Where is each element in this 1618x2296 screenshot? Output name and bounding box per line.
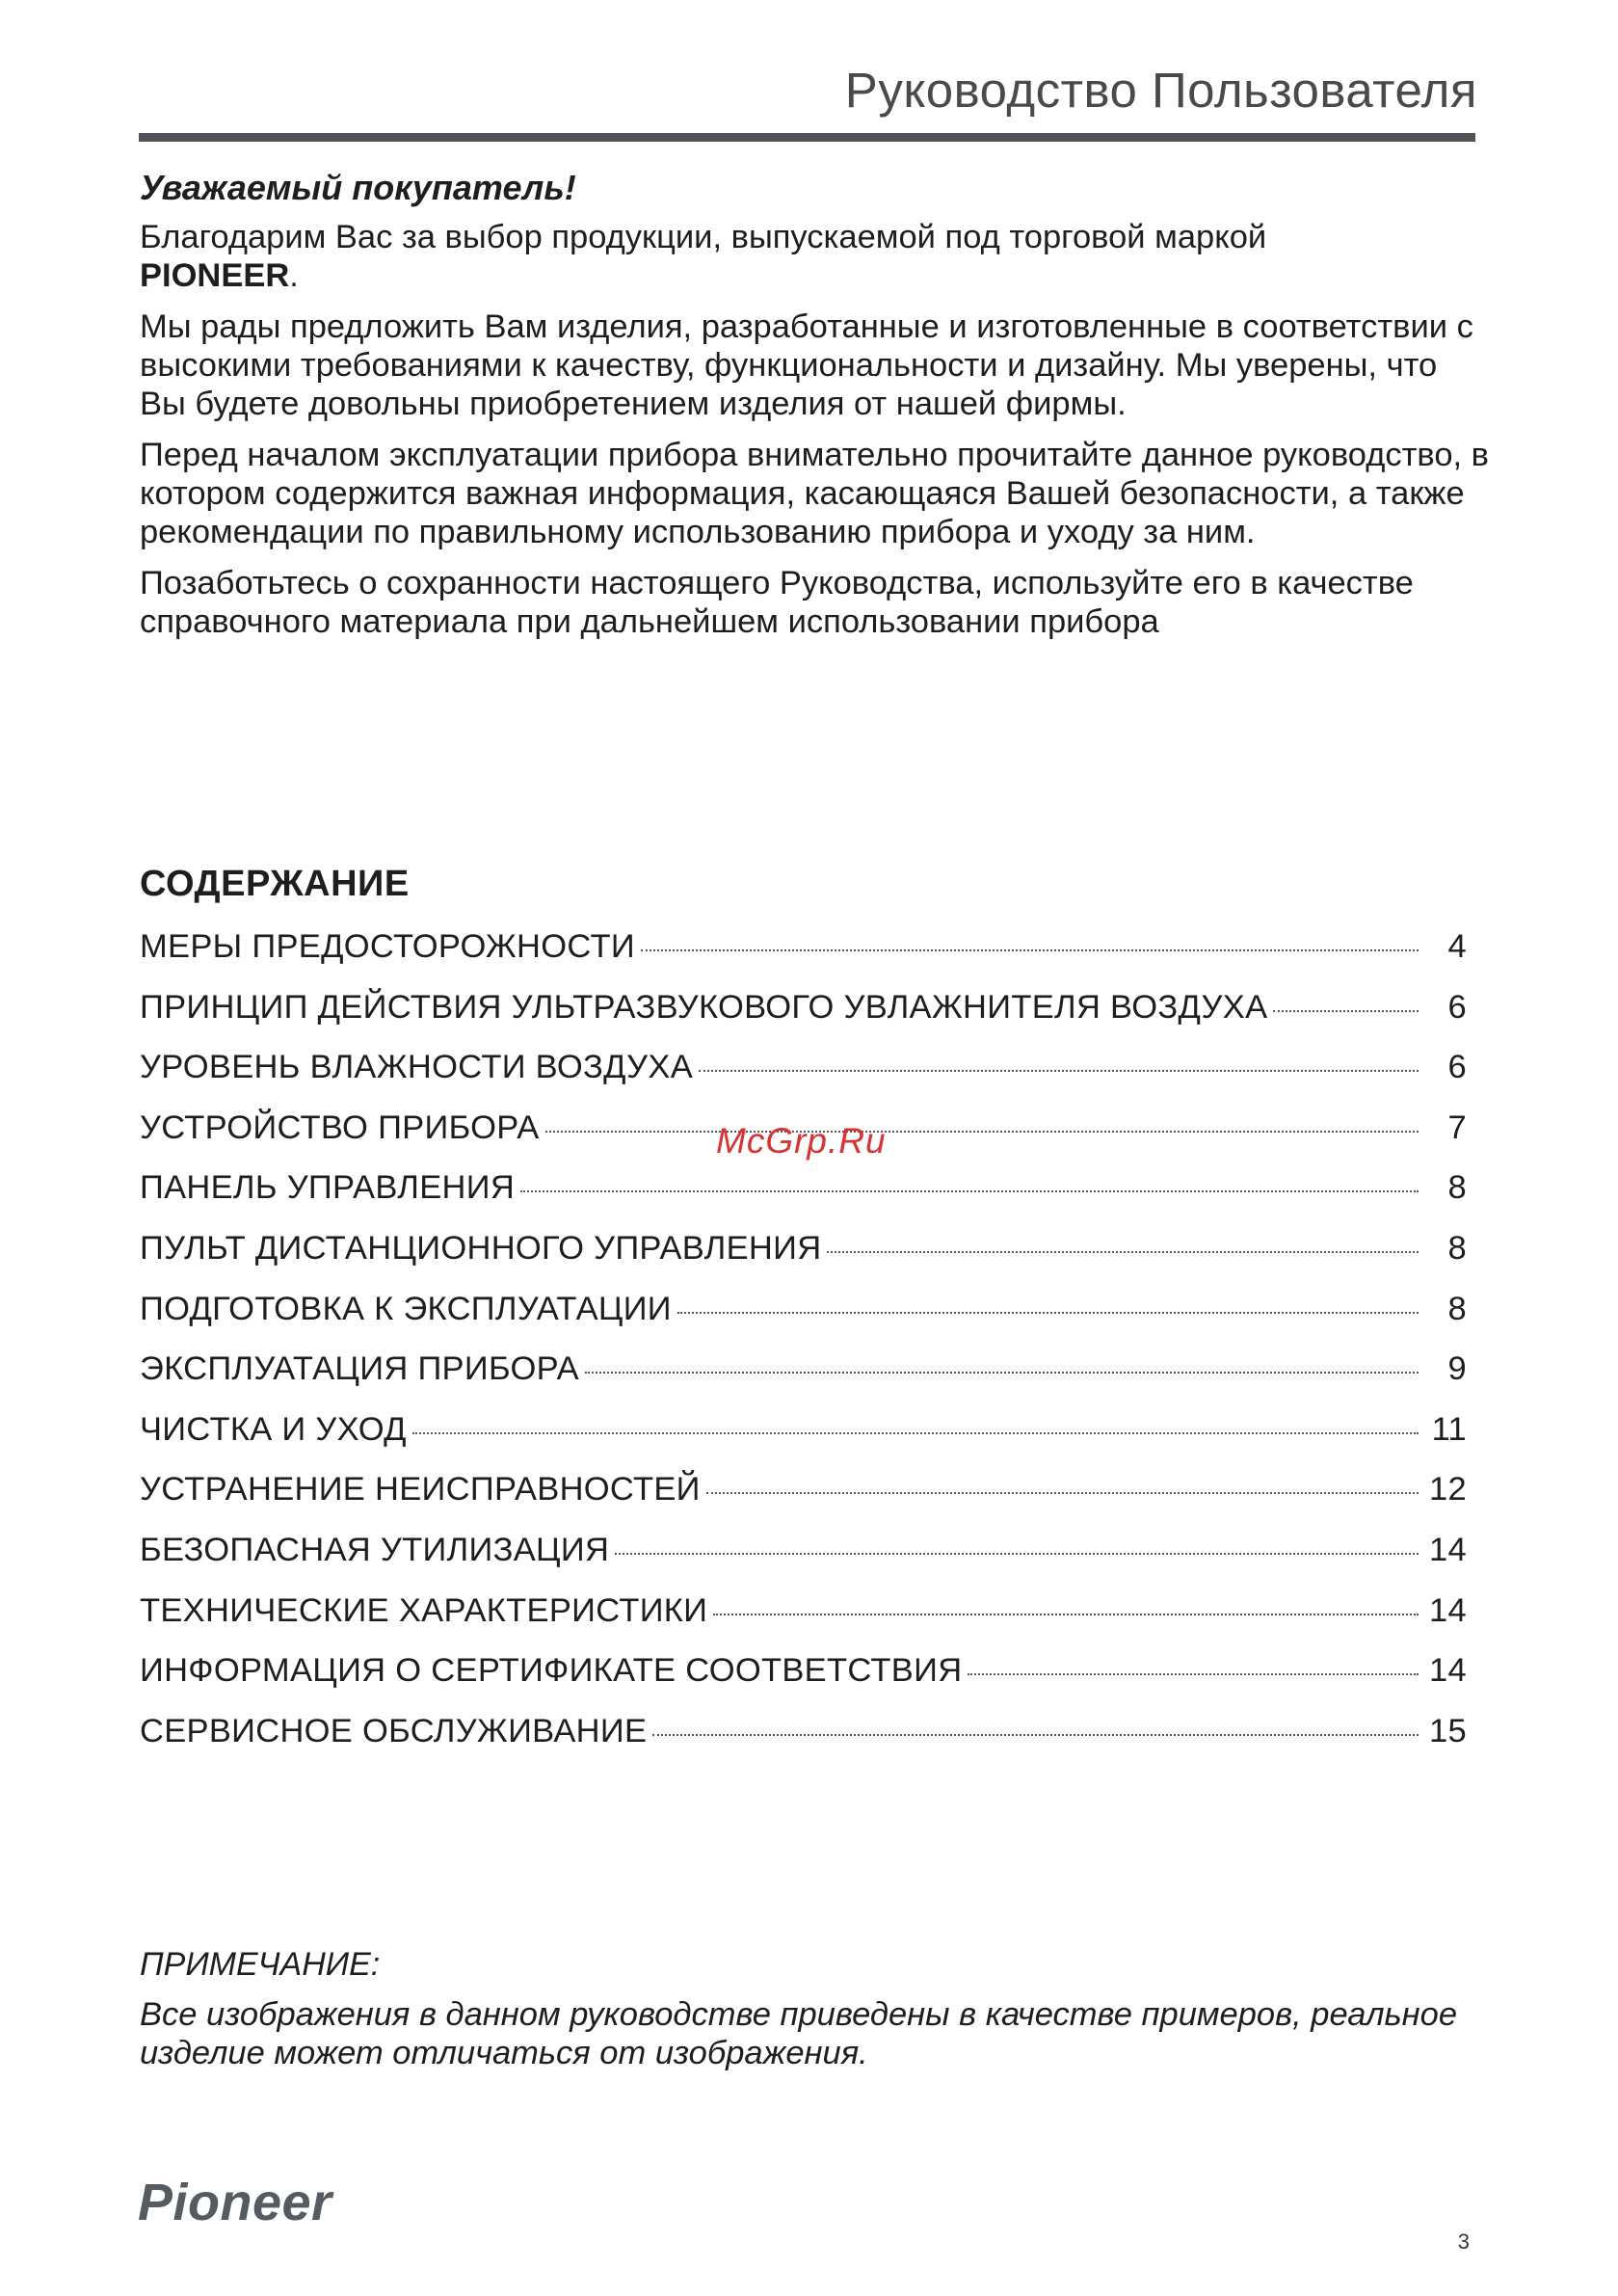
- toc-entry-label: ПОДГОТОВКА К ЭКСПЛУАТАЦИИ: [140, 1290, 672, 1327]
- toc-entry-label: ПАНЕЛЬ УПРАВЛЕНИЯ: [140, 1169, 516, 1207]
- toc-entry[interactable]: [140, 1230, 1467, 1291]
- toc-dot-leader: [827, 1251, 1419, 1253]
- intro-paragraph-1-text: Благодарим Вас за выбор продукции, выпускаемой под торговой маркой: [140, 219, 1267, 255]
- document-title: Руководство Пользователя: [844, 63, 1477, 118]
- toc-entry-label: БЕЗОПАСНАЯ УТИЛИЗАЦИЯ: [140, 1531, 610, 1568]
- greeting-heading: Уважаемый покупатель!: [140, 168, 576, 207]
- toc-entry-page: 14: [1429, 1591, 1467, 1629]
- toc-title: СОДЕРЖАНИЕ: [140, 864, 410, 904]
- toc-entry[interactable]: [140, 1291, 1467, 1351]
- toc-entry[interactable]: [140, 1532, 1467, 1592]
- pioneer-logo: Pioneer: [138, 2174, 332, 2231]
- toc-entry[interactable]: [140, 1169, 1467, 1230]
- toc-entry-page: 15: [1429, 1712, 1467, 1749]
- toc-entry-label: ЭКСПЛУАТАЦИЯ ПРИБОРА: [140, 1350, 579, 1388]
- toc-entry-label: СЕРВИСНОЕ ОБСЛУЖИВАНИЕ: [140, 1712, 648, 1749]
- watermark: McGrp.Ru: [716, 1121, 887, 1161]
- toc-entry[interactable]: [140, 928, 1467, 989]
- toc-dot-leader: [713, 1614, 1419, 1615]
- toc-entry-label: ТЕХНИЧЕСКИЕ ХАРАКТЕРИСТИКИ: [140, 1591, 708, 1629]
- toc-entry[interactable]: [140, 1350, 1467, 1411]
- toc-entry-page: 8: [1447, 1229, 1467, 1267]
- toc-entry-label: УСТРАНЕНИЕ НЕИСПРАВНОСТЕЙ: [140, 1471, 701, 1508]
- page-number: 3: [1457, 2229, 1470, 2254]
- toc-entry-label: УСТРОЙСТВО ПРИБОРА: [140, 1108, 540, 1146]
- toc-dot-leader: [412, 1432, 1419, 1434]
- toc-dot-leader: [545, 1131, 1419, 1133]
- toc-entry-page: 9: [1447, 1350, 1467, 1388]
- toc-dot-leader: [1273, 1010, 1419, 1012]
- toc-dot-leader: [968, 1673, 1419, 1675]
- toc-entry-label: ПУЛЬТ ДИСТАНЦИОННОГО УПРАВЛЕНИЯ: [140, 1229, 822, 1267]
- table-of-contents: [140, 928, 1467, 1773]
- toc-entry[interactable]: [140, 989, 1467, 1050]
- toc-entry[interactable]: [140, 1713, 1467, 1774]
- toc-entry-label: ЧИСТКА И УХОД: [140, 1410, 407, 1448]
- brand-name: PIONEER: [140, 257, 290, 294]
- toc-entry-page: 8: [1447, 1169, 1467, 1207]
- toc-dot-leader: [699, 1070, 1419, 1072]
- toc-entry-label: ПРИНЦИП ДЕЙСТВИЯ УЛЬТРАЗВУКОВОГО УВЛАЖНИТЕЛЯ ВОЗДУХА: [140, 988, 1268, 1026]
- toc-entry[interactable]: [140, 1471, 1467, 1532]
- toc-dot-leader: [641, 949, 1419, 951]
- intro-paragraph-1-end: .: [289, 257, 299, 294]
- toc-entry-page: 14: [1429, 1652, 1467, 1690]
- intro-paragraph-2: Мы рады предложить Вам изделия, разработанные и изготовленные в соответствии с высокими требованиями к качеству, функциональности и дизайну. Мы уверены, что Вы будете довольны приобретением изделия от нашей фирмы.: [140, 308, 1473, 422]
- toc-dot-leader: [520, 1190, 1419, 1192]
- intro-paragraph-3: Перед началом эксплуатации прибора внимательно прочитайте данное руководство, в котором содержится важная информация, касающаяся Вашей безопасности, а также рекомендации по правильному использованию прибора и уходу за ним.: [140, 437, 1490, 550]
- toc-entry-page: 12: [1429, 1471, 1467, 1508]
- toc-entry-page: 14: [1429, 1531, 1467, 1568]
- toc-entry[interactable]: [140, 1592, 1467, 1653]
- toc-entry-page: 6: [1447, 988, 1467, 1026]
- toc-entry-page: 11: [1431, 1410, 1467, 1448]
- toc-dot-leader: [585, 1372, 1419, 1374]
- toc-dot-leader: [706, 1492, 1419, 1494]
- intro-section: [140, 166, 1489, 654]
- toc-entry-label: ИНФОРМАЦИЯ О СЕРТИФИКАТЕ СООТВЕТСТВИЯ: [140, 1652, 963, 1690]
- toc-entry[interactable]: [140, 1049, 1467, 1109]
- toc-entry[interactable]: [140, 1411, 1467, 1472]
- header-divider: [139, 133, 1475, 142]
- note-text: Все изображения в данном руководстве приведены в качестве примеров, реальное изделие может отличаться от изображения.: [140, 1996, 1458, 2071]
- note-title: ПРИМЕЧАНИЕ:: [140, 1946, 381, 1983]
- note-section: [140, 1946, 1489, 2072]
- toc-dot-leader: [652, 1734, 1419, 1736]
- toc-dot-leader: [677, 1312, 1419, 1314]
- toc-entry-label: МЕРЫ ПРЕДОСТОРОЖНОСТИ: [140, 928, 635, 965]
- toc-entry-page: 6: [1447, 1049, 1467, 1086]
- toc-entry-label: УРОВЕНЬ ВЛАЖНОСТИ ВОЗДУХА: [140, 1049, 694, 1086]
- toc-entry-page: 7: [1447, 1108, 1467, 1146]
- toc-entry[interactable]: [140, 1652, 1467, 1713]
- intro-paragraph-1: [140, 218, 1489, 295]
- toc-dot-leader: [615, 1553, 1419, 1555]
- toc-entry-page: 8: [1447, 1290, 1467, 1327]
- toc-entry-page: 4: [1447, 928, 1467, 965]
- intro-paragraph-4: Позаботьтесь о сохранности настоящего Руководства, используйте его в качестве справочного материала при дальнейшем использовании прибора: [140, 565, 1414, 640]
